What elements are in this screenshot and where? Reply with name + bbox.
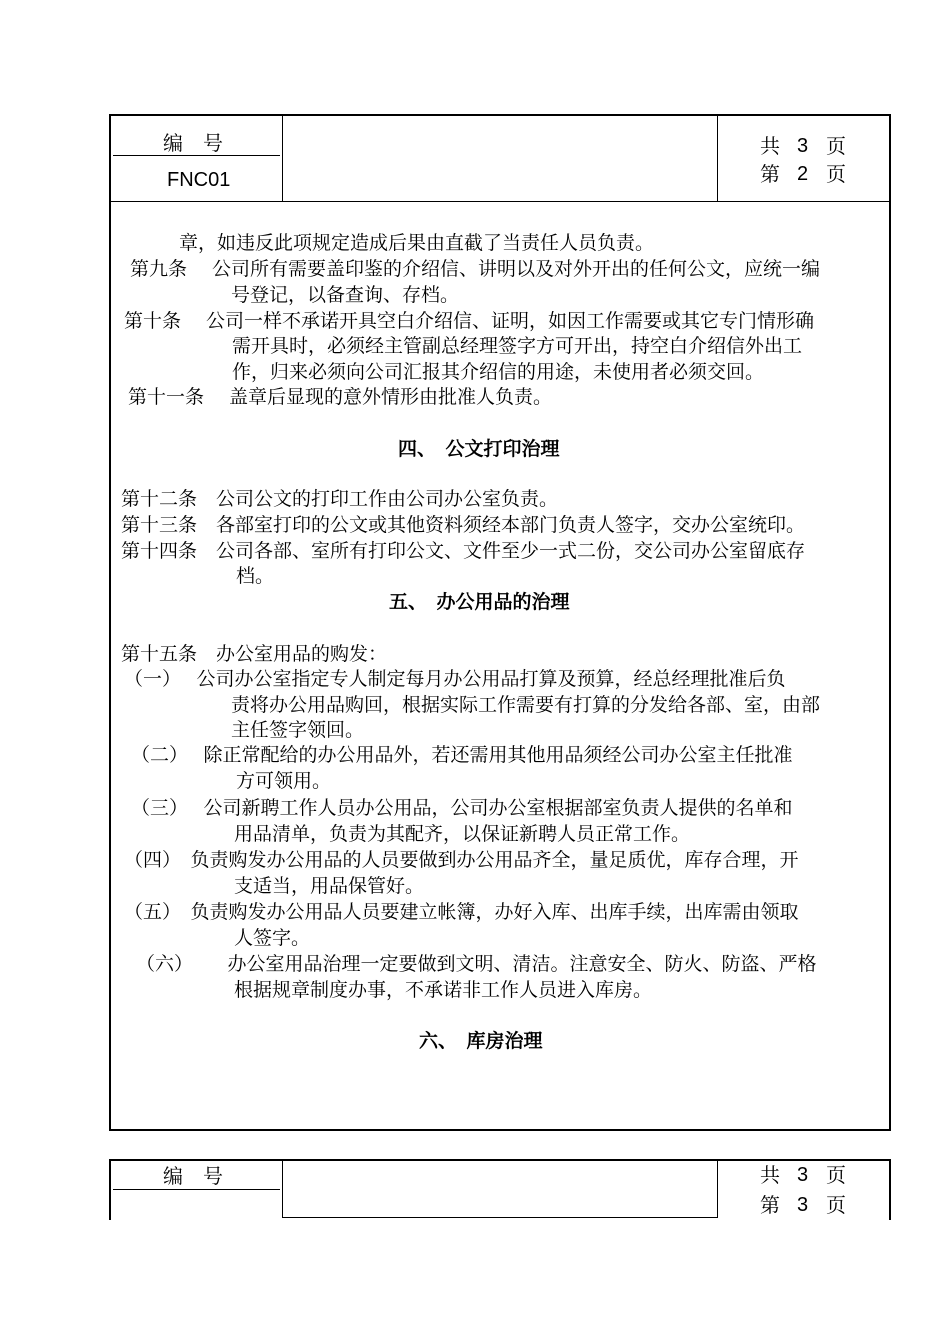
header-divider-right <box>717 116 718 202</box>
next-bianhao-underline <box>113 1189 280 1190</box>
item-3: （三） 公司新聘工作人员办公用品，公司办公室根据部室负责人提供的名单和 <box>131 797 793 819</box>
section-heading-6: 六、 库房治理 <box>419 1030 543 1052</box>
article-13: 第十三条 各部室打印的公文或其他资料须经本部门负责人签字，交办公室统印。 <box>121 514 806 536</box>
article-9: 第九条 公司所有需要盖印鉴的介绍信、讲明以及对外开出的任何公文，应统一编 <box>130 258 821 280</box>
item-2: （二） 除正常配给的办公用品外，若还需用其他用品须经公司办公室主任批准 <box>131 744 793 766</box>
article-12: 第十二条 公司公文的打印工作由公司办公室负责。 <box>121 488 559 510</box>
body-line: 档。 <box>236 565 275 587</box>
total-char: 共 <box>760 134 780 158</box>
article-14: 第十四条 公司各部、室所有打印公文、文件至少一式二份，交公司办公室留底存 <box>121 540 806 562</box>
bianhao-underline <box>113 155 280 156</box>
body-line: 需开具时，必须经主管副总经理签字方可开出，持空白介绍信外出工 <box>232 335 803 357</box>
section-heading-5: 五、 办公用品的治理 <box>389 591 570 613</box>
next-page-unit: 页 <box>826 1193 846 1217</box>
body-line: 责将办公用品购回，根据实际工作需要有打算的分发给各部、室，由部 <box>231 694 821 716</box>
next-header-divider-left <box>282 1160 283 1218</box>
body-line: 作，归来必须向公司汇报其介绍信的用途，未使用者必须交回。 <box>232 361 765 383</box>
article-10: 第十条 公司一样不承诺开具空白介绍信、证明，如因工作需要或其它专门情形确 <box>124 310 815 332</box>
page-unit: 页 <box>826 162 846 186</box>
article-11: 第十一条 盖章后显现的意外情形由批准人负责。 <box>128 386 553 408</box>
next-header-divider-right <box>717 1160 718 1218</box>
body-line: 支适当，用品保管好。 <box>234 875 425 897</box>
next-bianhao-label: 编 号 <box>163 1164 223 1188</box>
bianhao-label: 编 号 <box>163 131 223 155</box>
next-header-left-edge <box>109 1159 111 1220</box>
item-5: （五） 负责购发办公用品人员要建立帐簿，办好入库、出库手续，出库需由领取 <box>124 901 799 923</box>
next-current-page-number: 3 <box>797 1194 809 1216</box>
item-1: （一） 公司办公室指定专人制定每月办公用品打算及预算，经总经理批准后负 <box>124 668 786 690</box>
next-header-right-edge <box>889 1159 891 1220</box>
body-line: 用品清单，负责为其配齐，以保证新聘人员正常工作。 <box>234 823 691 845</box>
body-line: 方可领用。 <box>236 770 332 792</box>
next-total-char: 共 <box>760 1163 780 1187</box>
section-heading-4: 四、 公文打印治理 <box>398 438 560 460</box>
body-line: 号登记，以备查询、存档。 <box>231 284 460 306</box>
article-15: 第十五条 办公室用品的购发： <box>121 643 388 665</box>
current-page-number: 2 <box>797 163 809 185</box>
body-line: 根据规章制度办事，不承诺非工作人员进入库房。 <box>234 979 653 1001</box>
body-line: 主任签字领回。 <box>231 719 365 741</box>
next-page-char: 第 <box>760 1193 780 1217</box>
body-line: 章，如违反此项规定造成后果由直截了当责任人员负责。 <box>179 232 655 254</box>
item-4: （四） 负责购发办公用品的人员要做到办公用品齐全，量足质优，库存合理，开 <box>124 849 799 871</box>
item-6: （六） 办公室用品治理一定要做到文明、清洁。注意安全、防火、防盗、严格 <box>136 953 817 975</box>
next-header-top-rule <box>109 1159 891 1161</box>
total-unit: 页 <box>826 134 846 158</box>
next-total-pages-number: 3 <box>797 1164 809 1186</box>
header-bottom-rule <box>110 201 890 202</box>
document-code: FNC01 <box>167 169 231 191</box>
next-header-middle-rule <box>282 1217 718 1218</box>
total-pages-number: 3 <box>797 135 809 157</box>
next-total-unit: 页 <box>826 1163 846 1187</box>
page-char: 第 <box>760 162 780 186</box>
body-line: 人签字。 <box>234 927 311 949</box>
header-divider-left <box>282 116 283 202</box>
